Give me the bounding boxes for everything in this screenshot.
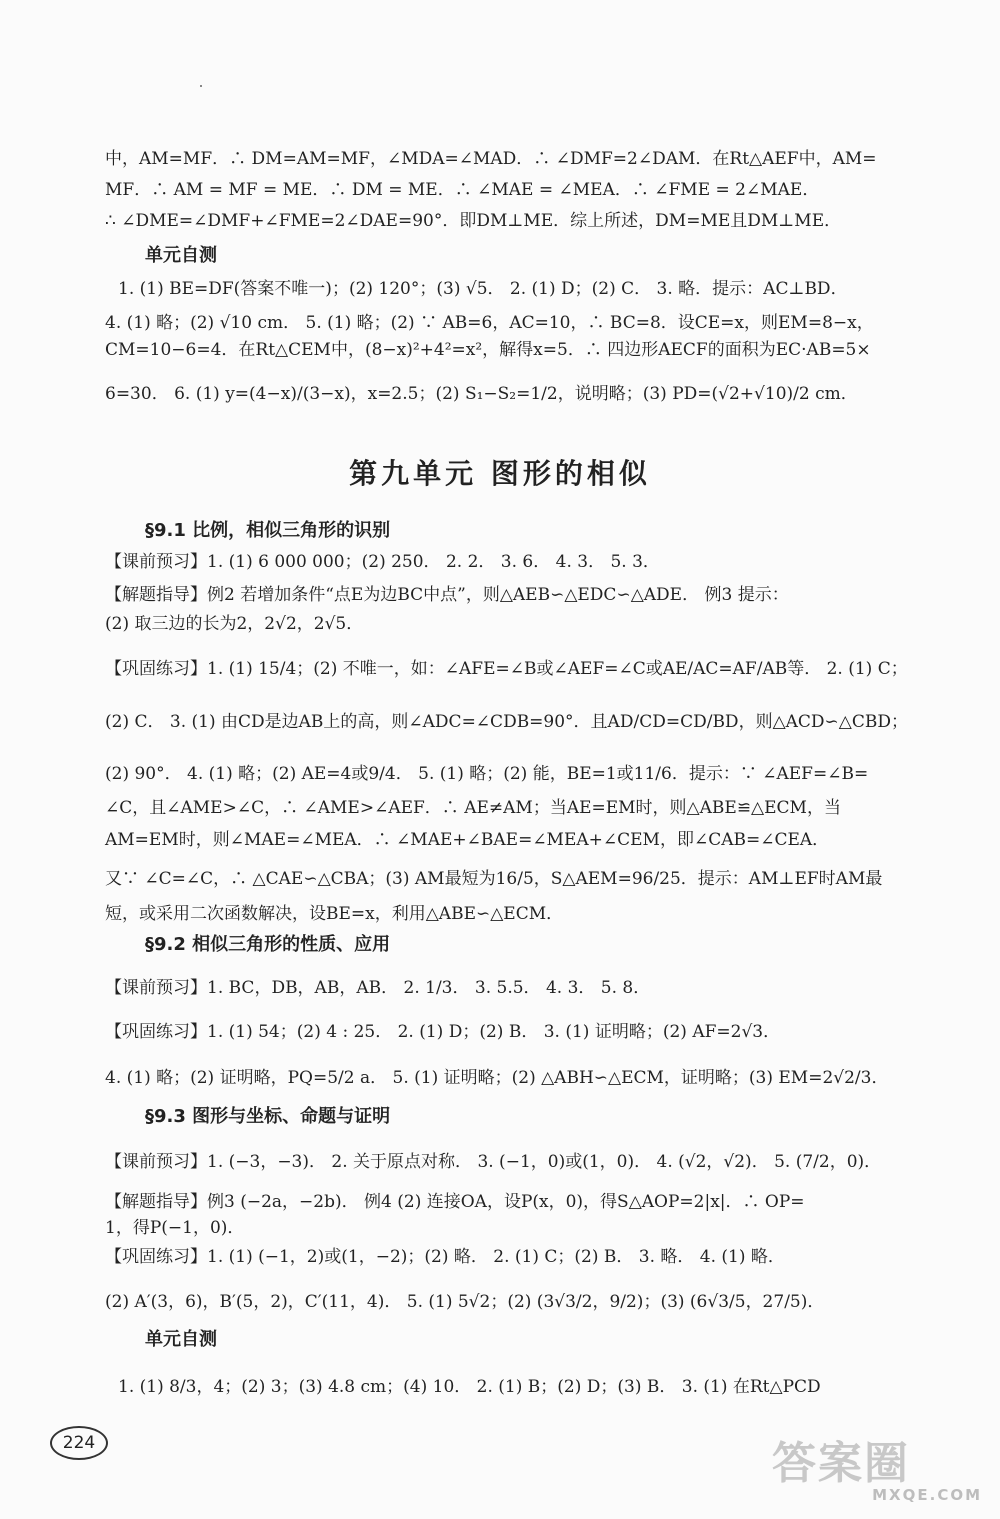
text-line: 【巩固练习】1. (1) 15/4；(2) 不唯一，如：∠AFE=∠B或∠AEF=∠C或AE/AC=AF/AB等． 2. (1) C； — [105, 659, 908, 679]
section-heading: §9.3 图形与坐标、命题与证明 — [145, 1106, 391, 1127]
text-line: 又∵ ∠C=∠C，∴ △CAE∽△CBA；(3) AM最短为16/5，S△AEM=96/25．提示：AM⊥EF时AM最 — [105, 869, 883, 889]
text-line: (2) 90°． 4. (1) 略；(2) AE=4或9/4． 5. (1) 略；(2) 能，BE=1或11/6．提示：∵ ∠AEF=∠B= — [105, 764, 869, 784]
text-line: 4. (1) 略；(2) 证明略，PQ=5/2 a． 5. (1) 证明略；(2) △ABH∽△ECM，证明略；(3) EM=2√2/3． — [105, 1068, 889, 1088]
watermark-en: MXQE.COM — [872, 1486, 982, 1504]
text-line: 【巩固练习】1. (1) 54；(2) 4 : 25． 2. (1) D；(2) B． 3. (1) 证明略；(2) AF=2√3． — [105, 1022, 781, 1042]
text-line: 【解题指导】例2 若增加条件“点E为边BC中点”，则△AEB∽△EDC∽△ADE． 例3 提示： — [105, 585, 789, 605]
text-line: 【课前预习】1. (−3，−3)． 2. 关于原点对称． 3. (−1，0)或(1，0)． 4. (√2，√2)． 5. (7/2，0)． — [105, 1152, 882, 1172]
text-line: 1，得P(−1，0)． — [105, 1218, 245, 1238]
text-line: 1. (1) BE=DF(答案不唯一)；(2) 120°；(3) √5． 2. (1) D；(2) C． 3. 略．提示：AC⊥BD． — [118, 279, 848, 299]
section-heading: §9.1 比例，相似三角形的识别 — [145, 520, 391, 541]
text-line: AM=EM时，则∠MAE=∠MEA．∴ ∠MAE+∠BAE=∠MEA+∠CEM，即∠CAB=∠CEA． — [105, 830, 830, 850]
page-number: 224 — [50, 1426, 108, 1460]
text-line: 【巩固练习】1. (1) (−1，2)或(1，−2)；(2) 略． 2. (1) C；(2) B． 3. 略． 4. (1) 略． — [105, 1247, 785, 1267]
text-line: CM=10−6=4．在Rt△CEM中，(8−x)²+4²=x²，解得x=5．∴ 四边形AECF的面积为EC·AB=5× — [105, 340, 871, 360]
text-line: ∠C，且∠AME>∠C，∴ ∠AME>∠AEF．∴ AE≠AM；当AE=EM时，则△ABE≌△ECM，当 — [105, 798, 841, 818]
text-line: 【课前预习】1. (1) 6 000 000；(2) 250． 2. 2． 3. 6． 4. 3． 5. 3． — [105, 552, 660, 572]
text-line: 4. (1) 略；(2) √10 cm． 5. (1) 略；(2) ∵ AB=6，AC=10，∴ BC=8．设CE=x，则EM=8−x， — [105, 313, 874, 333]
watermark-logo — [772, 1440, 982, 1508]
text-line: MF．∴ AM = MF = ME．∴ DM = ME．∴ ∠MAE = ∠MEA．∴ ∠FME = 2∠MAE． — [105, 180, 820, 200]
text-line: 【解题指导】例3 (−2a，−2b)． 例4 (2) 连接OA，设P(x，0)，得S△AOP=2|x|．∴ OP= — [105, 1192, 805, 1212]
watermark-cn: 答案圈 — [772, 1438, 910, 1489]
text-line: (2) 取三边的长为2，2√2，2√5． — [105, 614, 364, 634]
section-heading: 单元自测 — [145, 1329, 217, 1350]
text-line: 短，或采用二次函数解决，设BE=x，利用△ABE∽△ECM． — [105, 904, 564, 924]
text-line: 中，AM=MF．∴ DM=AM=MF，∠MDA=∠MAD．∴ ∠DMF=2∠DAM．在Rt△AEF中，AM= — [105, 149, 877, 169]
text-line: 6=30． 6. (1) y=(4−x)/(3−x)，x=2.5；(2) S₁−S₂=1/2，说明略；(3) PD=(√2+√10)/2 cm． — [105, 384, 858, 404]
text-line: ∴ ∠DME=∠DMF+∠FME=2∠DAE=90°．即DM⊥ME．综上所述，DM=ME且DM⊥ME． — [105, 211, 842, 231]
text-line: (2) C． 3. (1) 由CD是边AB上的高，则∠ADC=∠CDB=90°．且AD/CD=CD/BD，则△ACD∽△CBD； — [105, 712, 909, 732]
section-heading: 单元自测 — [145, 245, 217, 266]
section-heading: §9.2 相似三角形的性质、应用 — [145, 934, 391, 955]
speck — [200, 85, 202, 87]
unit-title: 第九单元 图形的相似 — [349, 457, 651, 490]
text-line: (2) A′(3，6)，B′(5，2)，C′(11，4)． 5. (1) 5√2；(2) (3√3/2，9/2)；(3) (6√3/5，27/5)． — [105, 1292, 825, 1312]
text-line: 【课前预习】1. BC，DB，AB，AB． 2. 1/3． 3. 5.5． 4. 3． 5. 8． — [105, 978, 651, 998]
text-line: 1. (1) 8/3，4；(2) 3；(3) 4.8 cm；(4) 10． 2. (1) B；(2) D；(3) B． 3. (1) 在Rt△PCD — [118, 1377, 821, 1397]
